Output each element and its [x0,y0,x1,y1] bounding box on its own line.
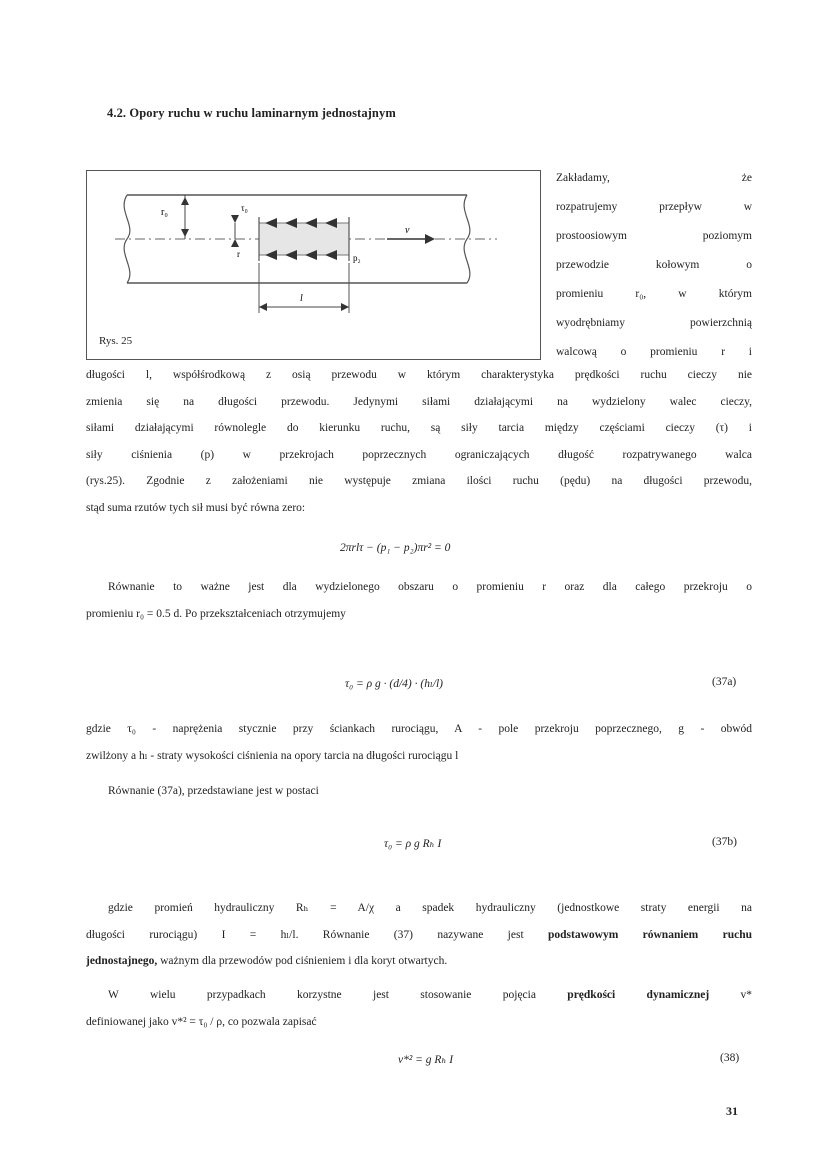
paragraph-6 [86,982,752,1035]
text-line: gdzie promień hydrauliczny Rₕ = A/χ a spadek hydrauliczny (jednostkowe straty energii na [108,902,752,914]
text-line: siły ciśnienia (p) w przekrojach poprzecznych ograniczających długość rozpatrywanego walca [86,448,752,461]
figure-pipe-flow [86,170,541,360]
equation-38: v*² = g Rₕ I [398,1054,454,1066]
bold-term: podstawowym równaniem ruchu [548,928,752,941]
label-v: v [405,225,410,236]
label-r: r [237,249,240,259]
label-tau0: τ₀ [241,203,248,213]
text-line: zwilżony a hₗ - straty wysokości ciśnienia na opory tarcia na długości rurociągu l [86,749,459,762]
paragraph-4 [86,778,752,805]
text-line: Równanie to ważne jest dla wydzielonego obszaru o promieniu r oraz dla całego przekroju o [108,581,752,593]
side-line: walcową o promieniu r i [556,346,752,358]
equation-37a: τ₀ = ρ g · (d/4) · (hₗ/l) [345,678,443,690]
paragraph-1 [86,362,752,521]
side-line: wyodrębniamy powierzchnią [556,317,752,329]
text-line: długości rurociągu) I = hₗ/l. Równanie (37) nazywane jest podstawowym równaniem ruchu [86,928,752,941]
bold-term: prędkości dynamicznej [567,989,710,1001]
paragraph-5 [86,895,752,975]
equation-number-37a: (37a) [712,676,737,688]
side-line: prostoosiowym poziomym [556,230,752,242]
text-line: gdzie τ₀ - naprężenia stycznie przy ściankach rurociągu, A - pole przekroju poprzecznego, g - obwód [86,723,752,735]
paragraph-2 [86,574,752,627]
text-line: promieniu r₀ = 0.5 d. Po przekształceniach otrzymujemy [86,607,346,620]
text-line: stąd suma rzutów tych sił musi być równa zero: [86,501,306,514]
side-line: rozpatrujemy przepływ w [556,201,752,213]
label-length: l [300,293,303,304]
equation-number-38: (38) [720,1052,740,1064]
bold-term: jednostajnego, [86,955,158,967]
side-line: przewodzie kołowym o [556,259,752,271]
text-line: (rys.25). Zgodnie z założeniami nie występuje zmiana ilości ruchu (pędu) na długości przewodu, [86,475,752,487]
equation-number-37b: (37b) [712,836,737,848]
equation-force-balance: 2πrlτ − (p₁ − p₂)πr² = 0 [340,542,451,554]
equation-37b: τ₀ = ρ g Rₕ I [384,838,442,850]
text-line: W wielu przypadkach korzystne jest stosowanie pojęcia prędkości dynamicznej v* [108,989,752,1001]
label-p2: p₂ [353,253,361,263]
paragraph-3 [86,716,752,769]
pipe-diagram [87,171,542,361]
text-line: jednostajnego, ważnym dla przewodów pod ciśnieniem i dla koryt otwartych. [86,955,448,967]
text-line: definiowanej jako v*² = τ₀ / ρ, co pozwala zapisać [86,1015,317,1028]
side-paragraph [556,164,752,367]
side-line: Zakładamy, że [556,172,752,184]
text-line: długości l, współśrodkową z osią przewodu w którym charakterystyka prędkości ruchu cieczy nie [86,369,752,381]
figure-caption: Rys. 25 [99,335,133,347]
side-line: promieniu r₀, w którym [556,288,752,300]
text-line: zmienia się na długości przewodu. Jedynymi siłami działającymi na wydzielony walec cieczy, [86,395,752,408]
page-number: 31 [726,1104,738,1118]
fluid-cylinder [259,223,349,255]
text-line: Równanie (37a), przedstawiane jest w postaci [108,785,319,797]
section-heading: 4.2. Opory ruchu w ruchu laminarnym jednostajnym [107,106,396,120]
text-line: siłami działającymi równolegle do kierunku ruchu, są siły tarcia między częściami cieczy (τ) i [86,422,752,434]
label-r0: r₀ [161,207,168,218]
